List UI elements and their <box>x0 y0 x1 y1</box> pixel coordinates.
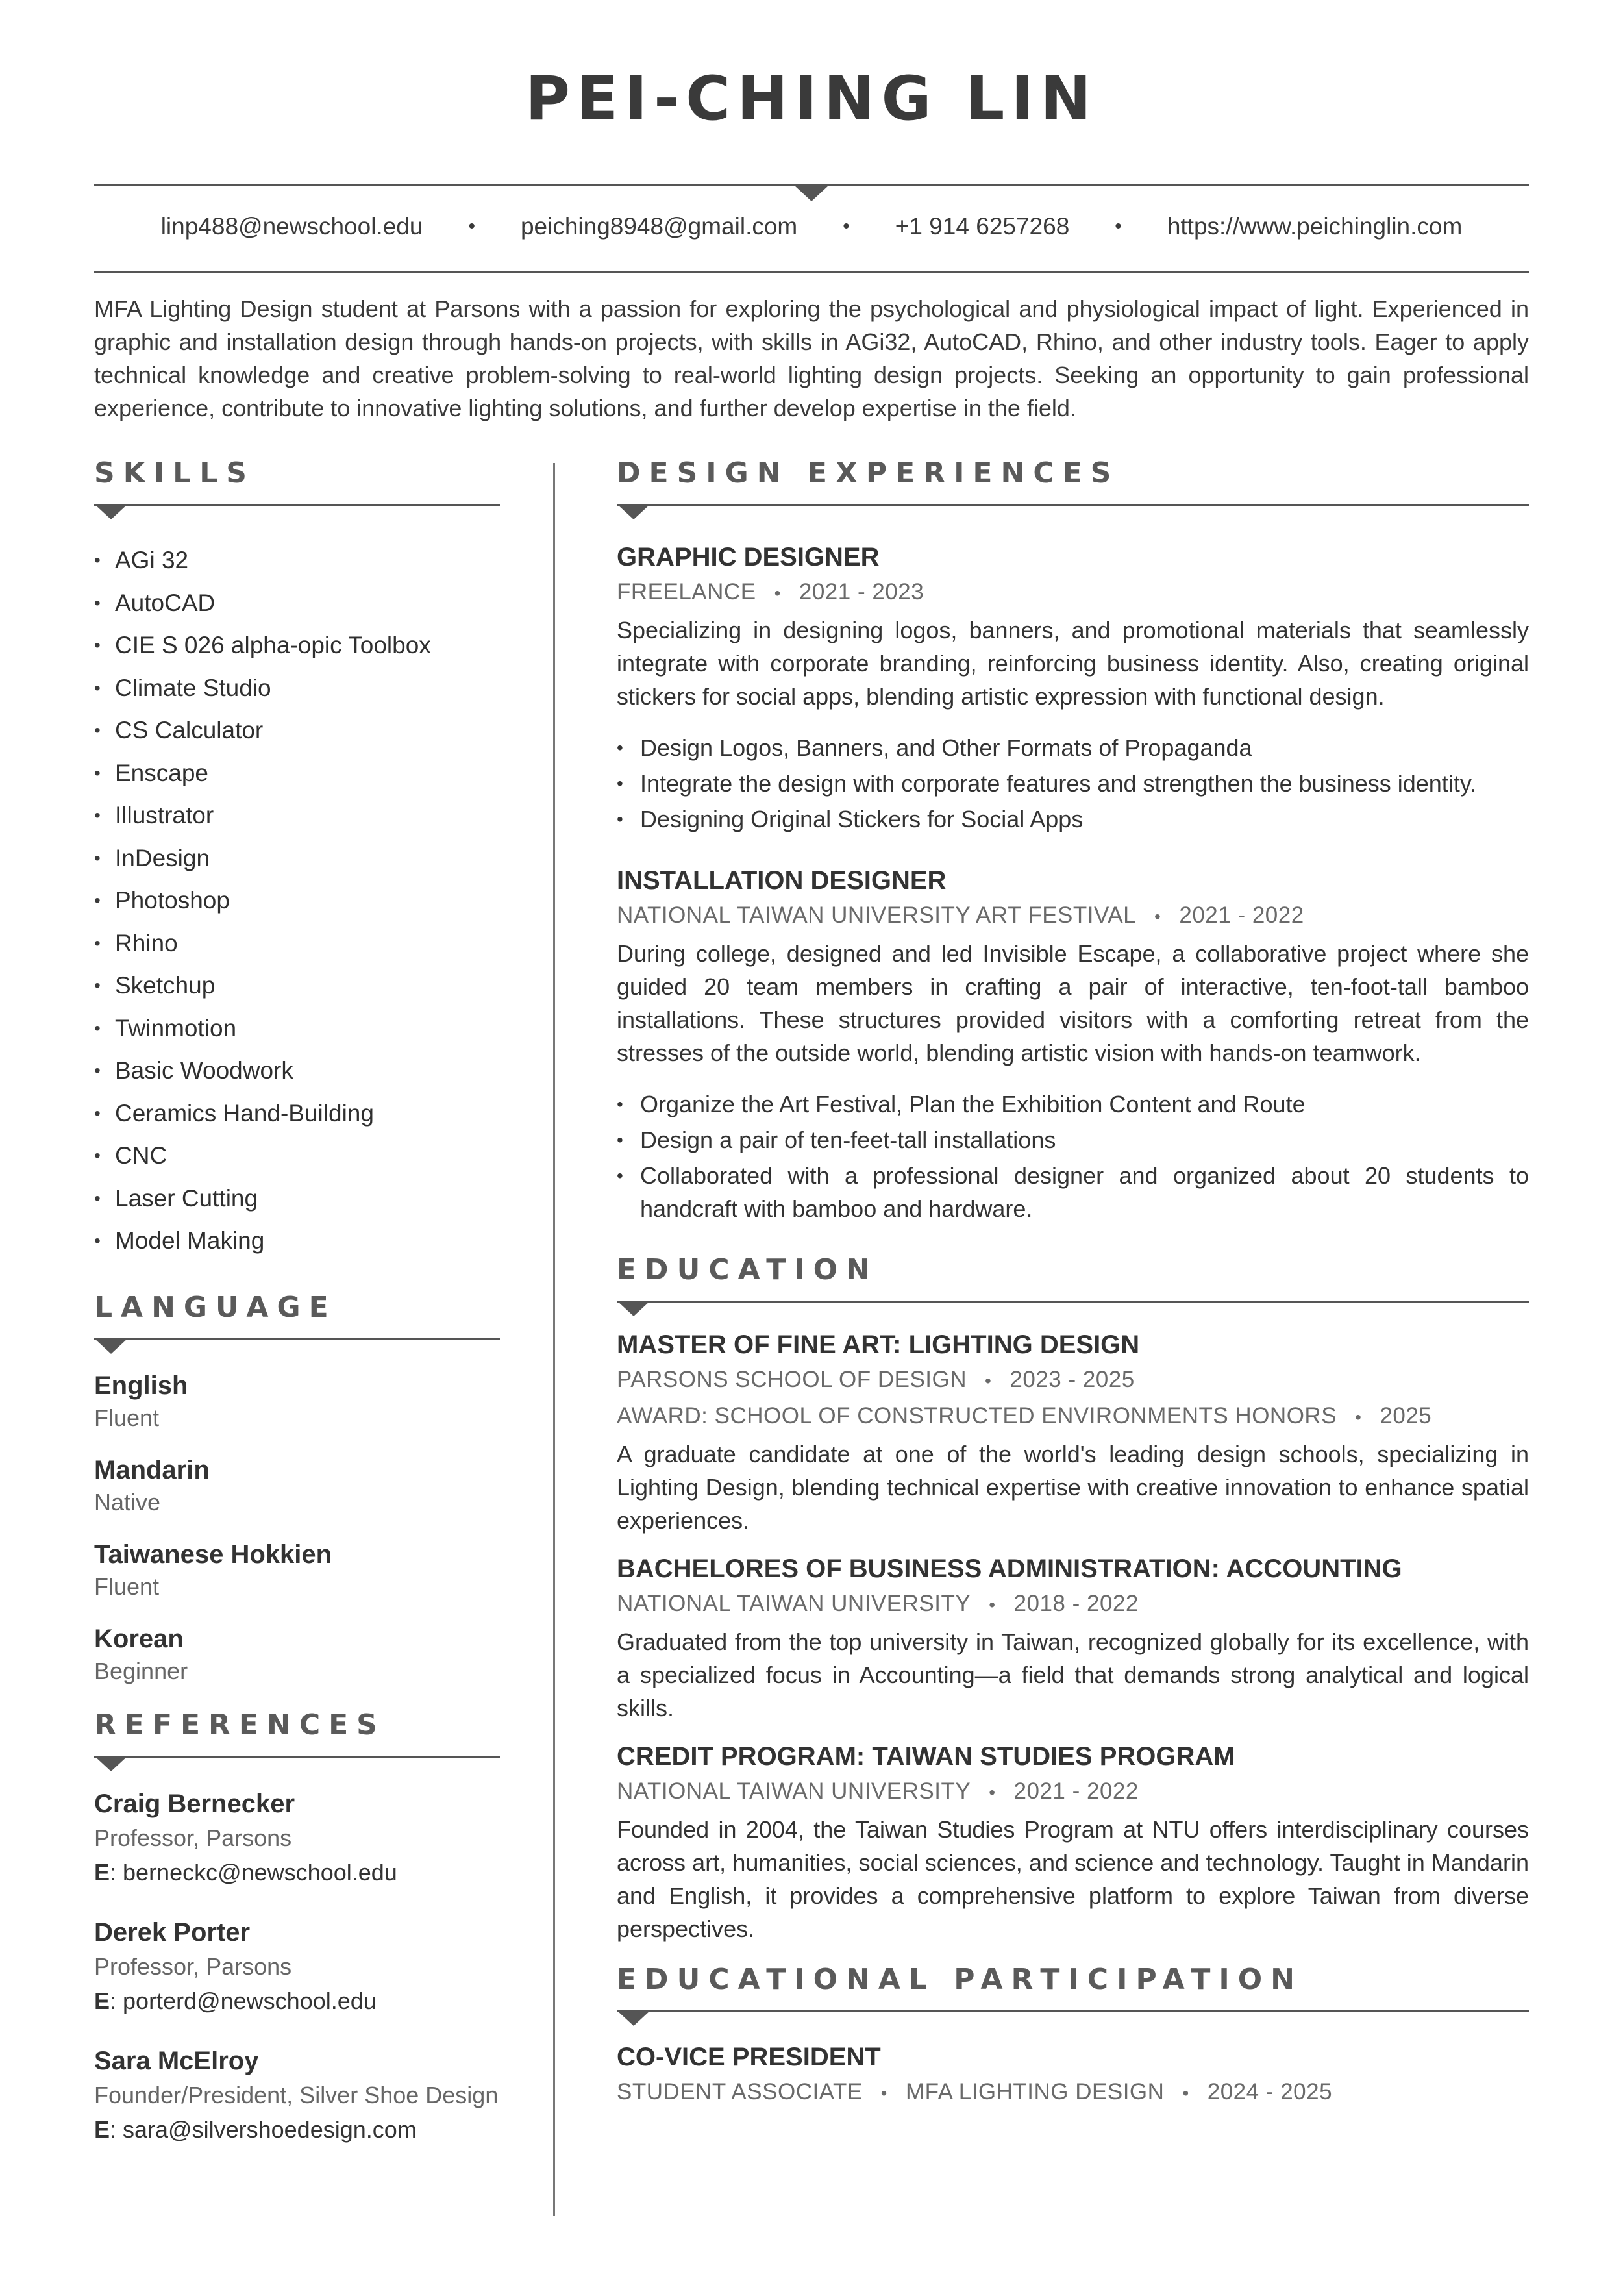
language-section <box>94 1289 500 1687</box>
degree-title: BACHELORES OF BUSINESS ADMINISTRATION: ACCOUNTING <box>617 1554 1402 1583</box>
section-rule <box>94 1756 500 1758</box>
reference-name: Derek Porter <box>94 1917 251 1947</box>
degree-description: Founded in 2004, the Taiwan Studies Program at NTU offers interdisciplinary courses across art, humanities, social sciences, and science and technology. Taught in Mandarin and English, it provides a comprehensive platform to explore Taiwan from diverse perspectives. <box>617 1816 1529 1942</box>
participation-role: CO-VICE PRESIDENT <box>617 2043 881 2071</box>
language-title: LANGUAGE <box>94 1290 337 1324</box>
job-title: GRAPHIC DESIGNER <box>617 543 880 571</box>
language-name: Taiwanese Hokkien <box>94 1540 332 1569</box>
award-year: 2025 <box>1380 1403 1432 1429</box>
section-rule <box>617 504 1529 506</box>
skill-item: • Rhino <box>94 929 500 972</box>
language-level: Beginner <box>94 1657 188 1684</box>
email-label: E <box>94 1858 110 1886</box>
job-years: 2021 - 2022 <box>1179 903 1304 928</box>
contact-email-school[interactable]: linp488@newschool.edu <box>160 213 423 240</box>
section-pointer-icon <box>94 504 128 519</box>
design-experiences-title: DESIGN EXPERIENCES <box>617 456 1120 490</box>
job-bullet: • Integrate the design with corporate features and strengthen the business identity. <box>617 767 1529 800</box>
job-org: NATIONAL TAIWAN UNIVERSITY ART FESTIVAL <box>617 903 1137 928</box>
reference-name: Craig Bernecker <box>94 1789 295 1818</box>
job-title: INSTALLATION DESIGNER <box>617 866 947 895</box>
column-divider <box>553 463 555 2216</box>
skills-section <box>94 455 500 1269</box>
meta-separator: • <box>1355 1407 1362 1427</box>
contact-website[interactable]: https://www.peichinglin.com <box>1167 213 1463 240</box>
degree-meta <box>617 1586 1529 1623</box>
meta-separator: • <box>880 2083 887 2103</box>
job-bullet: • Design a pair of ten-feet-tall installations <box>617 1123 1529 1156</box>
meta-separator: • <box>774 583 781 603</box>
education-entry <box>617 1551 1529 1725</box>
language-level: Native <box>94 1488 161 1516</box>
reference-email <box>94 1855 500 1890</box>
contact-bar <box>94 213 1529 240</box>
reference-email-value[interactable]: : berneckc@newschool.edu <box>110 1858 397 1886</box>
job-entry <box>617 540 1529 836</box>
skill-item: • Climate Studio <box>94 674 500 717</box>
skill-item: • Twinmotion <box>94 1014 500 1057</box>
email-label: E <box>94 1987 110 2014</box>
language-level: Fluent <box>94 1573 160 1600</box>
job-description: Specializing in designing logos, banners, and promotional materials that seamlessly integrate with corporate branding, reinforcing business identity. Also, creating original stickers for social apps, blending artistic expression with functional design. <box>617 617 1529 710</box>
school-name: PARSONS SCHOOL OF DESIGN <box>617 1367 967 1392</box>
left-column <box>94 455 500 2172</box>
skill-item: • AGi 32 <box>94 546 500 589</box>
section-pointer-icon <box>617 2010 650 2026</box>
degree-description: A graduate candidate at one of the world's leading design schools, specializing in Lighting Design, blending technical expertise with creative innovation to enhance spatial experiences. <box>617 1441 1529 1534</box>
participation-section <box>617 1961 1529 2111</box>
language-item <box>94 1622 500 1687</box>
reference-title: Professor, Parsons <box>94 1953 292 1980</box>
job-meta <box>617 898 1529 934</box>
job-bullets <box>617 1088 1529 1225</box>
job-bullet: • Collaborated with a professional designer and organized about 20 students to handcraft with bamboo and hardware. <box>617 1159 1529 1225</box>
education-entry <box>617 1739 1529 1945</box>
reference-item <box>94 2043 500 2147</box>
education-section <box>617 1251 1529 1945</box>
skill-item: • Ceramics Hand-Building <box>94 1099 500 1142</box>
reference-title: Professor, Parsons <box>94 1824 292 1851</box>
education-title: EDUCATION <box>617 1253 878 1286</box>
email-label: E <box>94 2115 110 2143</box>
participation-program: MFA LIGHTING DESIGN <box>905 2079 1165 2104</box>
reference-email-value[interactable]: : porterd@newschool.edu <box>110 1987 377 2014</box>
job-bullets <box>617 731 1529 836</box>
language-item <box>94 1369 500 1434</box>
participation-org: STUDENT ASSOCIATE <box>617 2079 863 2104</box>
references-section <box>94 1706 500 2147</box>
reference-email <box>94 1984 500 2019</box>
candidate-name: PEI-CHING LIN <box>525 64 1098 134</box>
skill-item: • Sketchup <box>94 971 500 1014</box>
degree-description: Graduated from the top university in Taiwan, recognized globally for its excellence, with a specialized focus in Accounting—a field that demands strong analytical and logical skills. <box>617 1628 1529 1721</box>
meta-separator: • <box>985 1371 992 1391</box>
degree-years: 2023 - 2025 <box>1010 1367 1135 1392</box>
contact-separator: • <box>1115 216 1122 237</box>
contact-separator: • <box>468 216 475 237</box>
award-meta <box>617 1399 1529 1435</box>
award-name: AWARD: SCHOOL OF CONSTRUCTED ENVIRONMENTS HONORS <box>617 1403 1337 1429</box>
language-item <box>94 1453 500 1518</box>
section-rule <box>94 1338 500 1340</box>
skills-list <box>94 546 500 1269</box>
job-bullet: • Design Logos, Banners, and Other Formats of Propaganda <box>617 731 1529 764</box>
language-name: Mandarin <box>94 1455 210 1484</box>
degree-meta <box>617 1774 1529 1810</box>
skill-item: • Basic Woodwork <box>94 1056 500 1099</box>
meta-separator: • <box>1154 906 1161 927</box>
skill-item: • Illustrator <box>94 801 500 844</box>
language-name: English <box>94 1371 188 1400</box>
language-name: Korean <box>94 1624 184 1653</box>
header-pointer-icon <box>795 186 828 201</box>
section-rule <box>94 504 500 506</box>
language-item <box>94 1538 500 1603</box>
header-bottom-rule <box>94 271 1529 273</box>
job-description: During college, designed and led Invisible Escape, a collaborative project where she guided 20 team members in crafting a pair of interactive, ten-foot-tall bamboo installations. These structures provided visitors with a comforting retreat from the stresses of the outside world, blending artistic vision with hands-on teamwork. <box>617 940 1529 1066</box>
skill-item: • Model Making <box>94 1227 500 1269</box>
reference-item <box>94 1786 500 1890</box>
reference-name: Sara McElroy <box>94 2046 259 2075</box>
job-entry <box>617 863 1529 1225</box>
section-pointer-icon <box>617 1301 650 1316</box>
skill-item: • InDesign <box>94 844 500 887</box>
education-entry <box>617 1327 1529 1537</box>
contact-email-personal[interactable]: peiching8948@gmail.com <box>520 213 798 240</box>
participation-meta <box>617 2075 1529 2111</box>
language-level: Fluent <box>94 1404 160 1431</box>
section-rule <box>617 1301 1529 1303</box>
degree-years: 2021 - 2022 <box>1013 1778 1139 1804</box>
participation-title: EDUCATIONAL PARTICIPATION <box>617 1963 1303 1996</box>
design-experiences-section <box>617 455 1529 1225</box>
school-name: NATIONAL TAIWAN UNIVERSITY <box>617 1591 971 1616</box>
reference-email-value[interactable]: : sara@silvershoedesign.com <box>110 2115 417 2143</box>
skill-item: • Enscape <box>94 759 500 802</box>
reference-item <box>94 1915 500 2019</box>
job-org: FREELANCE <box>617 579 756 605</box>
section-pointer-icon <box>617 504 650 519</box>
profile-summary: MFA Lighting Design student at Parsons with a passion for exploring the psychological and physiological impact of light. Experienced in graphic and installation design through hands-on projects, with skills in AGi32, AutoCAD, Rhino, and other industry tools. Eager to apply technical knowledge and creative problem-solving to real-world lighting design projects. Seeking an opportunity to gain professional experience, contribute to innovative lighting solutions, and further develop expertise in the field. <box>94 295 1529 421</box>
reference-title: Founder/President, Silver Shoe Design <box>94 2081 499 2108</box>
job-bullet: • Organize the Art Festival, Plan the Exhibition Content and Route <box>617 1088 1529 1121</box>
participation-years: 2024 - 2025 <box>1207 2079 1333 2104</box>
degree-title: CREDIT PROGRAM: TAIWAN STUDIES PROGRAM <box>617 1742 1235 1771</box>
section-rule <box>617 2010 1529 2012</box>
contact-phone[interactable]: +1 914 6257268 <box>895 213 1070 240</box>
job-years: 2021 - 2023 <box>799 579 924 605</box>
meta-separator: • <box>989 1595 996 1615</box>
job-bullet: • Designing Original Stickers for Social Apps <box>617 803 1529 836</box>
school-name: NATIONAL TAIWAN UNIVERSITY <box>617 1778 971 1804</box>
skill-item: • CS Calculator <box>94 716 500 759</box>
skill-item: • Laser Cutting <box>94 1184 500 1227</box>
section-pointer-icon <box>94 1338 128 1354</box>
right-column <box>617 455 1529 2111</box>
references-title: REFERENCES <box>94 1708 386 1741</box>
reference-email <box>94 2112 500 2147</box>
job-meta <box>617 575 1529 611</box>
skill-item: • Photoshop <box>94 886 500 929</box>
skill-item: • AutoCAD <box>94 589 500 632</box>
degree-title: MASTER OF FINE ART: LIGHTING DESIGN <box>617 1330 1140 1359</box>
meta-separator: • <box>989 1782 996 1803</box>
skill-item: • CIE S 026 alpha-opic Toolbox <box>94 631 500 674</box>
degree-years: 2018 - 2022 <box>1013 1591 1139 1616</box>
skills-title: SKILLS <box>94 456 255 490</box>
contact-separator: • <box>843 216 850 237</box>
skill-item: • CNC <box>94 1142 500 1184</box>
section-pointer-icon <box>94 1756 128 1771</box>
meta-separator: • <box>1182 2083 1189 2103</box>
degree-meta <box>617 1362 1529 1399</box>
